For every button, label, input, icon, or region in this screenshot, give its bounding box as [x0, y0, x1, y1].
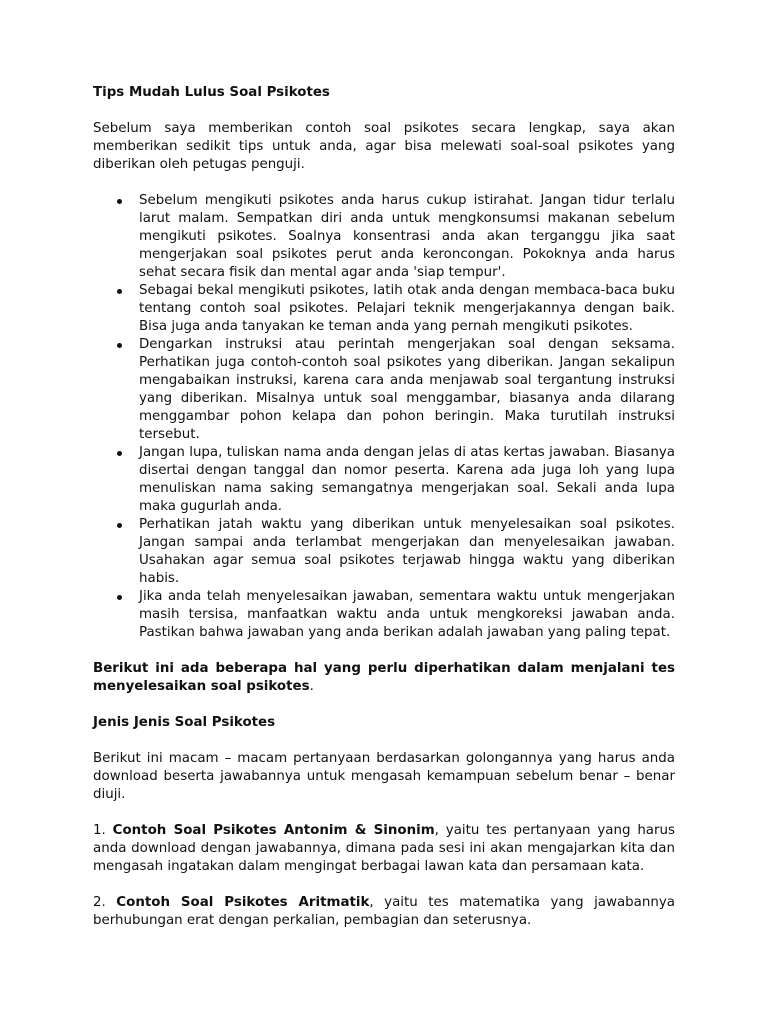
intro-paragraph: Sebelum saya memberikan contoh soal psikotes secara lengkap, saya akan memberikan sedikit tips untuk anda, agar bisa melewati soal-soal psikotes yang diberikan oleh petugas penguji.: [93, 121, 675, 172]
list-item-text: Dengarkan instruksi atau perintah mengerjakan soal dengan seksama. Perhatikan juga contoh-contoh soal psikotes yang diberikan. Jangan sekalipun mengabaikan instruksi, karena cara anda menjawab soal tergantung instruksi yang diberikan. Misalnya untuk soal menggambar, biasanya anda dilarang menggambar pohon kelapa dan pohon beringin. Maka turutilah instruksi tersebut.: [139, 337, 675, 442]
bullet-icon: [117, 523, 122, 528]
item-name: Contoh Soal Psikotes Antonim & Sinonim: [112, 823, 435, 838]
list-item: [139, 192, 675, 282]
item-paragraph: [93, 822, 675, 876]
bullet-icon: [117, 343, 122, 348]
list-item-text: Sebelum mengikuti psikotes anda harus cukup istirahat. Jangan tidur terlalu larut malam. Sempatkan diri anda untuk mengkonsumsi makanan sebelum mengikuti psikotes. Soalnya konsentrasi anda akan terganggu jika saat mengerjakan soal psikotes perut anda keroncongan. Pokoknya anda harus sehat secara fisik dan mental agar anda 'siap tempur'.: [139, 193, 675, 280]
tips-list: [93, 192, 675, 642]
list-item: [139, 516, 675, 588]
list-item: [139, 336, 675, 444]
section-heading: Jenis Jenis Soal Psikotes: [93, 715, 276, 730]
list-item-text: Perhatikan jatah waktu yang diberikan untuk menyelesaikan soal psikotes. Jangan sampai anda terlambat mengerjakan dan menyelesaikan jawaban. Usahakan agar semua soal psikotes terjawab hingga waktu yang diberikan habis.: [139, 517, 675, 586]
item-text: , yaitu tes matematika yang jawabannya berhubungan erat dengan perkalian, pembagian dan seterusnya.: [93, 895, 675, 928]
notice-paragraph: [93, 660, 675, 696]
item-name: Contoh Soal Psikotes Aritmatik: [116, 895, 370, 910]
bullet-icon: [117, 595, 122, 600]
list-item: [139, 282, 675, 336]
list-item-text: Jangan lupa, tuliskan nama anda dengan jelas di atas kertas jawaban. Biasanya disertai dengan tanggal dan nomor peserta. Karena ada juga loh yang lupa menuliskan nama saking semangatnya mengerjakan soal. Sekali anda lupa maka gugurlah anda.: [139, 445, 675, 514]
notice-period: .: [309, 679, 314, 694]
list-item: [139, 588, 675, 642]
item-number: 1.: [93, 823, 113, 838]
notice-text: Berikut ini ada beberapa hal yang perlu diperhatikan dalam menjalani tes menyelesaikan soal psikotes: [93, 661, 675, 694]
list-item-text: Sebagai bekal mengikuti psikotes, latih otak anda dengan membaca-baca buku tentang contoh soal psikotes. Pelajari teknik mengerjakannya dengan baik. Bisa juga anda tanyakan ke teman anda yang pernah mengikuti psikotes.: [139, 283, 675, 334]
list-item-text: Jika anda telah menyelesaikan jawaban, sementara waktu untuk mengerjakan masih tersisa, manfaatkan waktu anda untuk mengkoreksi jawaban anda. Pastikan bahwa jawaban yang anda berikan adalah jawaban yang paling tepat.: [139, 589, 675, 640]
bullet-icon: [117, 451, 122, 456]
item-text: , yaitu tes pertanyaan yang harus anda download dengan jawabannya, dimana pada sesi ini akan mengajarkan kita dan mengasah ingatakan dalam mengingat berbagai lawan kata dan persamaan kata.: [93, 823, 675, 874]
document-title: Tips Mudah Lulus Soal Psikotes: [93, 85, 330, 100]
section-intro-paragraph: Berikut ini macam – macam pertanyaan berdasarkan golongannya yang harus anda download beserta jawabannya untuk mengasah kemampuan sebelum benar – benar diuji.: [93, 751, 675, 802]
bullet-icon: [117, 199, 122, 204]
document-page: [93, 84, 675, 948]
item-number: 2.: [93, 895, 117, 910]
list-item: [139, 444, 675, 516]
bullet-icon: [117, 289, 122, 294]
item-paragraph: [93, 894, 675, 930]
